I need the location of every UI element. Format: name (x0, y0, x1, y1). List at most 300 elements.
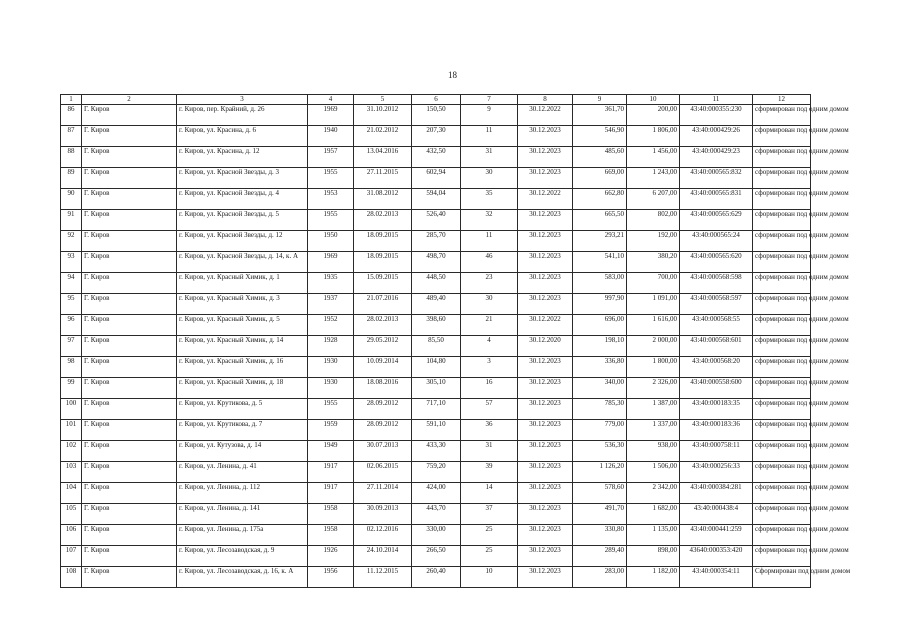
settlement-cell: Г. Киров (82, 420, 177, 441)
date-cell: 02.06.2015 (354, 462, 412, 483)
year-cell: 1955 (308, 399, 354, 420)
table-row (61, 336, 811, 357)
cost-cell: 491,70 (573, 504, 627, 525)
row-number-cell: 89 (61, 168, 82, 189)
due-date-cell: 30.12.2023 (518, 504, 573, 525)
row-number-cell: 87 (61, 126, 82, 147)
cadastral-number-cell: 43:40:000183:35 (680, 399, 753, 420)
status-cell: сформирован под одним домом (753, 504, 811, 525)
amount-cell: 1 091,00 (627, 294, 680, 315)
area-cell: 717,10 (412, 399, 461, 420)
area-cell: 85,50 (412, 336, 461, 357)
count-cell: 11 (461, 126, 518, 147)
cadastral-number-cell: 43:40:000429:23 (680, 147, 753, 168)
cost-cell: 289,40 (573, 546, 627, 567)
area-cell: 266,50 (412, 546, 461, 567)
status-cell: сформирован под одним домом (753, 399, 811, 420)
status-cell: Сформирован под одним домом (753, 567, 811, 588)
address-cell: г. Киров, ул. Ленина, д. 41 (177, 462, 308, 483)
due-date-cell: 30.12.2023 (518, 252, 573, 273)
amount-cell: 200,00 (627, 105, 680, 126)
cost-cell: 669,00 (573, 168, 627, 189)
due-date-cell: 30.12.2023 (518, 420, 573, 441)
cost-cell: 283,00 (573, 567, 627, 588)
column-header: 12 (753, 95, 811, 105)
cadastral-number-cell: 43:40:000565:24 (680, 231, 753, 252)
cadastral-number-cell: 43:40:000758:11 (680, 441, 753, 462)
row-number-cell: 96 (61, 315, 82, 336)
due-date-cell: 30.12.2023 (518, 294, 573, 315)
cadastral-number-cell: 43:40:000568:601 (680, 336, 753, 357)
amount-cell: 700,00 (627, 273, 680, 294)
address-cell: г. Киров, ул. Красный Химик, д. 18 (177, 378, 308, 399)
count-cell: 35 (461, 189, 518, 210)
settlement-cell: Г. Киров (82, 483, 177, 504)
year-cell: 1956 (308, 567, 354, 588)
due-date-cell: 30.12.2023 (518, 462, 573, 483)
amount-cell: 802,00 (627, 210, 680, 231)
cost-cell: 198,10 (573, 336, 627, 357)
status-cell: сформирован под одним домом (753, 336, 811, 357)
count-cell: 46 (461, 252, 518, 273)
cost-cell: 1 126,20 (573, 462, 627, 483)
year-cell: 1958 (308, 525, 354, 546)
due-date-cell: 30.12.2023 (518, 168, 573, 189)
year-cell: 1928 (308, 336, 354, 357)
amount-cell: 1 616,00 (627, 315, 680, 336)
cadastral-number-cell: 43:40:000354:11 (680, 567, 753, 588)
due-date-cell: 30.12.2023 (518, 357, 573, 378)
row-number-cell: 92 (61, 231, 82, 252)
row-number-cell: 105 (61, 504, 82, 525)
area-cell: 443,70 (412, 504, 461, 525)
settlement-cell: Г. Киров (82, 294, 177, 315)
table-row (61, 483, 811, 504)
due-date-cell: 30.12.2023 (518, 231, 573, 252)
count-cell: 23 (461, 273, 518, 294)
cadastral-number-cell: 43640:000353:420 (680, 546, 753, 567)
row-number-cell: 108 (61, 567, 82, 588)
cost-cell: 361,70 (573, 105, 627, 126)
table-row (61, 168, 811, 189)
cost-cell: 336,80 (573, 357, 627, 378)
year-cell: 1935 (308, 273, 354, 294)
address-cell: г. Киров, ул. Кутузова, д. 14 (177, 441, 308, 462)
date-cell: 30.09.2013 (354, 504, 412, 525)
settlement-cell: Г. Киров (82, 378, 177, 399)
column-header: 4 (308, 95, 354, 105)
date-cell: 10.09.2014 (354, 357, 412, 378)
settlement-cell: Г. Киров (82, 126, 177, 147)
count-cell: 4 (461, 336, 518, 357)
area-cell: 448,50 (412, 273, 461, 294)
cadastral-number-cell: 43:40:000558:600 (680, 378, 753, 399)
year-cell: 1940 (308, 126, 354, 147)
count-cell: 37 (461, 504, 518, 525)
area-cell: 305,10 (412, 378, 461, 399)
date-cell: 24.10.2014 (354, 546, 412, 567)
due-date-cell: 30.12.2020 (518, 336, 573, 357)
cadastral-number-cell: 43:40:000256:33 (680, 462, 753, 483)
table-row (61, 147, 811, 168)
count-cell: 57 (461, 399, 518, 420)
amount-cell: 1 337,00 (627, 420, 680, 441)
cadastral-number-cell: 43:40:000568:598 (680, 273, 753, 294)
year-cell: 1955 (308, 168, 354, 189)
amount-cell: 1 800,00 (627, 357, 680, 378)
row-number-cell: 91 (61, 210, 82, 231)
cost-cell: 665,50 (573, 210, 627, 231)
due-date-cell: 30.12.2023 (518, 273, 573, 294)
amount-cell: 1 182,00 (627, 567, 680, 588)
row-number-cell: 90 (61, 189, 82, 210)
count-cell: 32 (461, 210, 518, 231)
column-header: 1 (61, 95, 82, 105)
area-cell: 594,04 (412, 189, 461, 210)
date-cell: 15.09.2015 (354, 273, 412, 294)
status-cell: сформирован под одним домом (753, 189, 811, 210)
row-number-cell: 95 (61, 294, 82, 315)
area-cell: 432,50 (412, 147, 461, 168)
settlement-cell: Г. Киров (82, 567, 177, 588)
cost-cell: 546,90 (573, 126, 627, 147)
table-row (61, 420, 811, 441)
header-row (61, 95, 811, 105)
amount-cell: 938,00 (627, 441, 680, 462)
settlement-cell: Г. Киров (82, 210, 177, 231)
status-cell: сформирован под одним домом (753, 420, 811, 441)
address-cell: г. Киров, ул. Красной Звезды, д. 4 (177, 189, 308, 210)
settlement-cell: Г. Киров (82, 189, 177, 210)
row-number-cell: 104 (61, 483, 82, 504)
table-row (61, 231, 811, 252)
amount-cell: 1 243,00 (627, 168, 680, 189)
amount-cell: 1 806,00 (627, 126, 680, 147)
date-cell: 11.12.2015 (354, 567, 412, 588)
row-number-cell: 86 (61, 105, 82, 126)
address-cell: г. Киров, ул. Лесозаводская, д. 16, к. А (177, 567, 308, 588)
address-cell: г. Киров, ул. Красный Химик, д. 14 (177, 336, 308, 357)
cost-cell: 293,21 (573, 231, 627, 252)
table-row (61, 294, 811, 315)
row-number-cell: 107 (61, 546, 82, 567)
cadastral-number-cell: 43:40:000183:36 (680, 420, 753, 441)
cadastral-number-cell: 43:40:000438:4 (680, 504, 753, 525)
table-row (61, 252, 811, 273)
status-cell: сформирован под одним домом (753, 315, 811, 336)
settlement-cell: Г. Киров (82, 315, 177, 336)
status-cell: сформирован под одним домом (753, 462, 811, 483)
area-cell: 207,30 (412, 126, 461, 147)
amount-cell: 2 342,00 (627, 483, 680, 504)
cost-cell: 785,30 (573, 399, 627, 420)
settlement-cell: Г. Киров (82, 336, 177, 357)
status-cell: сформирован под одним домом (753, 105, 811, 126)
date-cell: 21.07.2016 (354, 294, 412, 315)
cost-cell: 541,10 (573, 252, 627, 273)
count-cell: 14 (461, 483, 518, 504)
due-date-cell: 30.12.2022 (518, 189, 573, 210)
address-cell: г. Киров, ул. Крутикова, д. 7 (177, 420, 308, 441)
settlement-cell: Г. Киров (82, 546, 177, 567)
register-table (60, 94, 851, 588)
row-number-cell: 94 (61, 273, 82, 294)
row-number-cell: 103 (61, 462, 82, 483)
table-row (61, 546, 811, 567)
status-cell: сформирован под одним домом (753, 252, 811, 273)
cost-cell: 662,80 (573, 189, 627, 210)
count-cell: 11 (461, 231, 518, 252)
area-cell: 398,60 (412, 315, 461, 336)
year-cell: 1950 (308, 231, 354, 252)
date-cell: 28.02.2013 (354, 210, 412, 231)
cost-cell: 536,30 (573, 441, 627, 462)
area-cell: 591,10 (412, 420, 461, 441)
due-date-cell: 30.12.2023 (518, 399, 573, 420)
year-cell: 1926 (308, 546, 354, 567)
date-cell: 18.09.2015 (354, 231, 412, 252)
year-cell: 1917 (308, 483, 354, 504)
cadastral-number-cell: 43:40:000355:230 (680, 105, 753, 126)
count-cell: 39 (461, 462, 518, 483)
count-cell: 25 (461, 525, 518, 546)
area-cell: 433,30 (412, 441, 461, 462)
year-cell: 1930 (308, 357, 354, 378)
date-cell: 28.09.2012 (354, 399, 412, 420)
status-cell: сформирован под одним домом (753, 441, 811, 462)
settlement-cell: Г. Киров (82, 525, 177, 546)
address-cell: г. Киров, ул. Красной Звезды, д. 3 (177, 168, 308, 189)
row-number-cell: 102 (61, 441, 82, 462)
address-cell: г. Киров, ул. Красина, д. 12 (177, 147, 308, 168)
cadastral-number-cell: 43:40:000429:26 (680, 126, 753, 147)
count-cell: 21 (461, 315, 518, 336)
area-cell: 489,40 (412, 294, 461, 315)
date-cell: 18.08.2016 (354, 378, 412, 399)
due-date-cell: 30.12.2023 (518, 126, 573, 147)
area-cell: 759,20 (412, 462, 461, 483)
date-cell: 13.04.2016 (354, 147, 412, 168)
table-row (61, 105, 811, 126)
date-cell: 02.12.2016 (354, 525, 412, 546)
date-cell: 27.11.2014 (354, 483, 412, 504)
cadastral-number-cell: 43:40:000441:259 (680, 525, 753, 546)
column-header: 7 (461, 95, 518, 105)
amount-cell: 1 456,00 (627, 147, 680, 168)
table-row (61, 378, 811, 399)
table-row (61, 504, 811, 525)
year-cell: 1952 (308, 315, 354, 336)
date-cell: 28.09.2012 (354, 420, 412, 441)
column-header: 8 (518, 95, 573, 105)
address-cell: г. Киров, ул. Красный Химик, д. 5 (177, 315, 308, 336)
address-cell: г. Киров, ул. Красный Химик, д. 1 (177, 273, 308, 294)
amount-cell: 1 135,00 (627, 525, 680, 546)
count-cell: 31 (461, 147, 518, 168)
date-cell: 28.02.2013 (354, 315, 412, 336)
settlement-cell: Г. Киров (82, 147, 177, 168)
cadastral-number-cell: 43:40:000565:832 (680, 168, 753, 189)
table-row (61, 441, 811, 462)
table-row (61, 357, 811, 378)
status-cell: сформирован под одним домом (753, 546, 811, 567)
cost-cell: 330,80 (573, 525, 627, 546)
settlement-cell: Г. Киров (82, 504, 177, 525)
date-cell: 31.08.2012 (354, 189, 412, 210)
count-cell: 25 (461, 546, 518, 567)
status-cell: сформирован под одним домом (753, 126, 811, 147)
due-date-cell: 30.12.2023 (518, 441, 573, 462)
address-cell: г. Киров, ул. Красина, д. 6 (177, 126, 308, 147)
table-row (61, 189, 811, 210)
address-cell: г. Киров, пер. Крайний, д. 26 (177, 105, 308, 126)
table-row (61, 525, 811, 546)
table-row (61, 399, 811, 420)
area-cell: 424,00 (412, 483, 461, 504)
cadastral-number-cell: 43:40:000565:620 (680, 252, 753, 273)
table-row (61, 210, 811, 231)
year-cell: 1955 (308, 210, 354, 231)
area-cell: 498,70 (412, 252, 461, 273)
cost-cell: 997,90 (573, 294, 627, 315)
cost-cell: 340,00 (573, 378, 627, 399)
table-row (61, 315, 811, 336)
address-cell: г. Киров, ул. Красный Химик, д. 16 (177, 357, 308, 378)
table-body (61, 105, 851, 588)
settlement-cell: Г. Киров (82, 252, 177, 273)
amount-cell: 2 326,00 (627, 378, 680, 399)
address-cell: г. Киров, ул. Ленина, д. 141 (177, 504, 308, 525)
column-header: 9 (573, 95, 627, 105)
due-date-cell: 30.12.2023 (518, 546, 573, 567)
amount-cell: 192,00 (627, 231, 680, 252)
due-date-cell: 30.12.2023 (518, 378, 573, 399)
count-cell: 36 (461, 420, 518, 441)
amount-cell: 1 387,00 (627, 399, 680, 420)
row-number-cell: 88 (61, 147, 82, 168)
count-cell: 10 (461, 567, 518, 588)
address-cell: г. Киров, ул. Красной Звезды, д. 14, к. А (177, 252, 308, 273)
status-cell: сформирован под одним домом (753, 378, 811, 399)
area-cell: 260,40 (412, 567, 461, 588)
cadastral-number-cell: 43:40:000568:20 (680, 357, 753, 378)
settlement-cell: Г. Киров (82, 105, 177, 126)
amount-cell: 380,20 (627, 252, 680, 273)
settlement-cell: Г. Киров (82, 399, 177, 420)
due-date-cell: 30.12.2023 (518, 147, 573, 168)
address-cell: г. Киров, ул. Красной Звезды, д. 12 (177, 231, 308, 252)
due-date-cell: 30.12.2023 (518, 210, 573, 231)
year-cell: 1958 (308, 504, 354, 525)
area-cell: 330,00 (412, 525, 461, 546)
cost-cell: 485,60 (573, 147, 627, 168)
status-cell: сформирован под одним домом (753, 168, 811, 189)
row-number-cell: 93 (61, 252, 82, 273)
cost-cell: 578,60 (573, 483, 627, 504)
date-cell: 29.05.2012 (354, 336, 412, 357)
count-cell: 3 (461, 357, 518, 378)
due-date-cell: 30.12.2023 (518, 525, 573, 546)
page-number: 18 (448, 70, 457, 80)
area-cell: 285,70 (412, 231, 461, 252)
row-number-cell: 101 (61, 420, 82, 441)
status-cell: сформирован под одним домом (753, 294, 811, 315)
due-date-cell: 30.12.2023 (518, 567, 573, 588)
table-row (61, 126, 811, 147)
count-cell: 30 (461, 168, 518, 189)
status-cell: сформирован под одним домом (753, 231, 811, 252)
address-cell: г. Киров, ул. Ленина, д. 112 (177, 483, 308, 504)
column-header: 2 (82, 95, 177, 105)
table-row (61, 462, 811, 483)
cadastral-number-cell: 43:40:000568:55 (680, 315, 753, 336)
year-cell: 1959 (308, 420, 354, 441)
row-number-cell: 98 (61, 357, 82, 378)
table-row (61, 567, 811, 588)
address-cell: г. Киров, ул. Крутикова, д. 5 (177, 399, 308, 420)
address-cell: г. Киров, ул. Лесозаводская, д. 9 (177, 546, 308, 567)
year-cell: 1969 (308, 252, 354, 273)
cost-cell: 779,00 (573, 420, 627, 441)
area-cell: 602,94 (412, 168, 461, 189)
amount-cell: 898,00 (627, 546, 680, 567)
area-cell: 104,80 (412, 357, 461, 378)
amount-cell: 1 682,00 (627, 504, 680, 525)
settlement-cell: Г. Киров (82, 441, 177, 462)
date-cell: 27.11.2015 (354, 168, 412, 189)
amount-cell: 2 000,00 (627, 336, 680, 357)
count-cell: 30 (461, 294, 518, 315)
settlement-cell: Г. Киров (82, 231, 177, 252)
cost-cell: 583,00 (573, 273, 627, 294)
year-cell: 1937 (308, 294, 354, 315)
cadastral-number-cell: 43:40:000384:281 (680, 483, 753, 504)
table-row (61, 273, 811, 294)
due-date-cell: 30.12.2023 (518, 483, 573, 504)
area-cell: 526,40 (412, 210, 461, 231)
column-header: 11 (680, 95, 753, 105)
date-cell: 31.10.2012 (354, 105, 412, 126)
date-cell: 21.02.2012 (354, 126, 412, 147)
count-cell: 9 (461, 105, 518, 126)
area-cell: 150,50 (412, 105, 461, 126)
settlement-cell: Г. Киров (82, 462, 177, 483)
status-cell: сформирован под одним домом (753, 273, 811, 294)
year-cell: 1969 (308, 105, 354, 126)
count-cell: 31 (461, 441, 518, 462)
cost-cell: 696,00 (573, 315, 627, 336)
settlement-cell: Г. Киров (82, 357, 177, 378)
row-number-cell: 97 (61, 336, 82, 357)
cadastral-number-cell: 43:40:000565:629 (680, 210, 753, 231)
address-cell: г. Киров, ул. Красной Звезды, д. 5 (177, 210, 308, 231)
address-cell: г. Киров, ул. Красный Химик, д. 3 (177, 294, 308, 315)
year-cell: 1949 (308, 441, 354, 462)
date-cell: 30.07.2013 (354, 441, 412, 462)
settlement-cell: Г. Киров (82, 273, 177, 294)
cadastral-number-cell: 43:40:000565:831 (680, 189, 753, 210)
year-cell: 1957 (308, 147, 354, 168)
year-cell: 1930 (308, 378, 354, 399)
row-number-cell: 99 (61, 378, 82, 399)
status-cell: сформирован под одним домом (753, 147, 811, 168)
cadastral-number-cell: 43:40:000568:597 (680, 294, 753, 315)
amount-cell: 6 207,00 (627, 189, 680, 210)
address-cell: г. Киров, ул. Ленина, д. 175а (177, 525, 308, 546)
column-header: 10 (627, 95, 680, 105)
year-cell: 1917 (308, 462, 354, 483)
count-cell: 16 (461, 378, 518, 399)
